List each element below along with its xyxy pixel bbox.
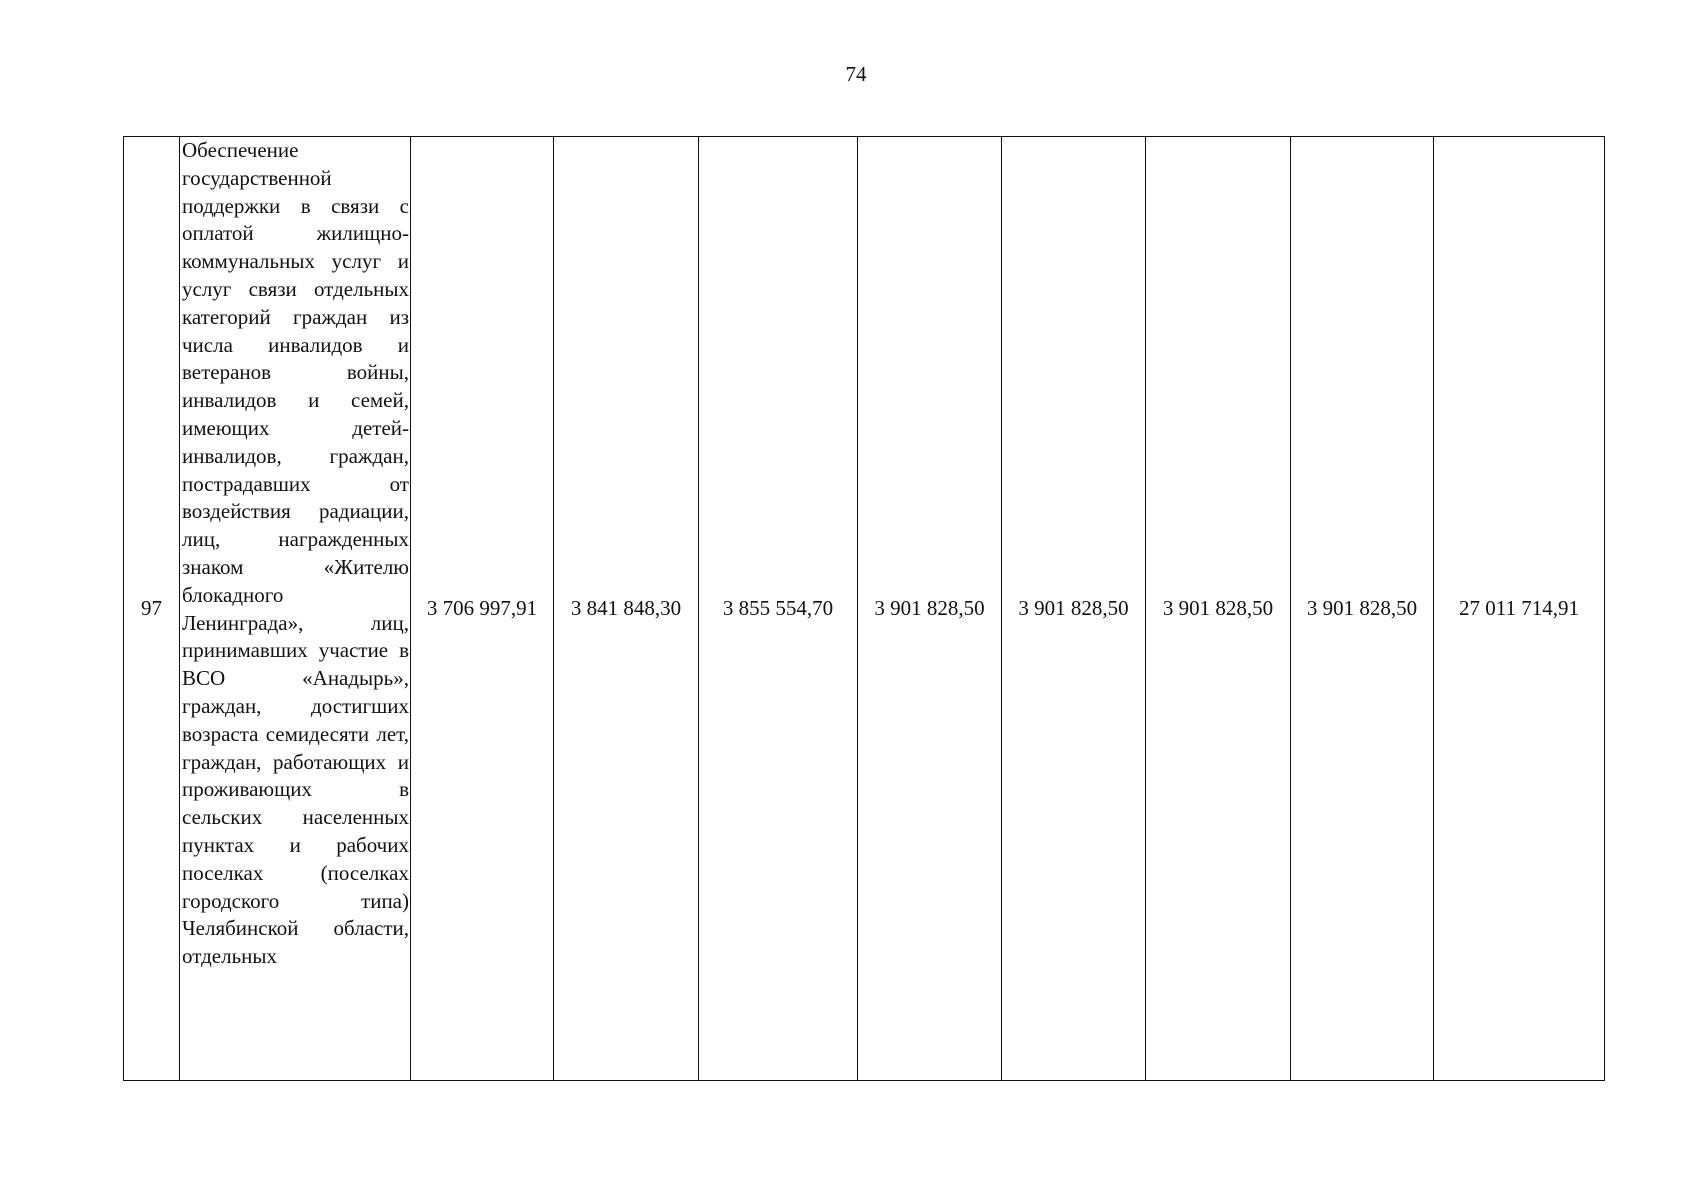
amount-cell: 3 901 828,50: [1291, 137, 1434, 1081]
amount-cell: 3 901 828,50: [858, 137, 1002, 1081]
row-index: 97: [124, 137, 180, 1081]
amount-cell: 3 855 554,70: [699, 137, 858, 1081]
row-description: [180, 137, 411, 1081]
amount-cell: 3 901 828,50: [1002, 137, 1146, 1081]
budget-table: [123, 136, 1605, 1081]
amount-cell: 3 901 828,50: [1146, 137, 1291, 1081]
table-row: [124, 137, 1605, 1081]
amount-cell: 3 841 848,30: [554, 137, 699, 1081]
total-amount-cell: 27 011 714,91: [1434, 137, 1605, 1081]
row-description-text: Обеспечение государственной поддержки в связи с оплатой жилищно-коммунальных услуг и услуг связи отдельных категорий граждан из числа инвалидов и ветеранов войны, инвалидов и семей, имеющих детей-инвалидов, граждан, пострадавших от воздействия радиации, лиц, награжденных знаком «Жителю блокадного Ленинграда», лиц, принимавших участие в ВСО «Анадырь», граждан, достигших возраста семидесяти лет, граждан, работающих и проживающих в сельских населенных пунктах и рабочих поселках (поселках городского типа) Челябинской области, отдельных: [182, 138, 409, 969]
page-number: 74: [845, 62, 867, 86]
amount-cell: 3 706 997,91: [411, 137, 554, 1081]
